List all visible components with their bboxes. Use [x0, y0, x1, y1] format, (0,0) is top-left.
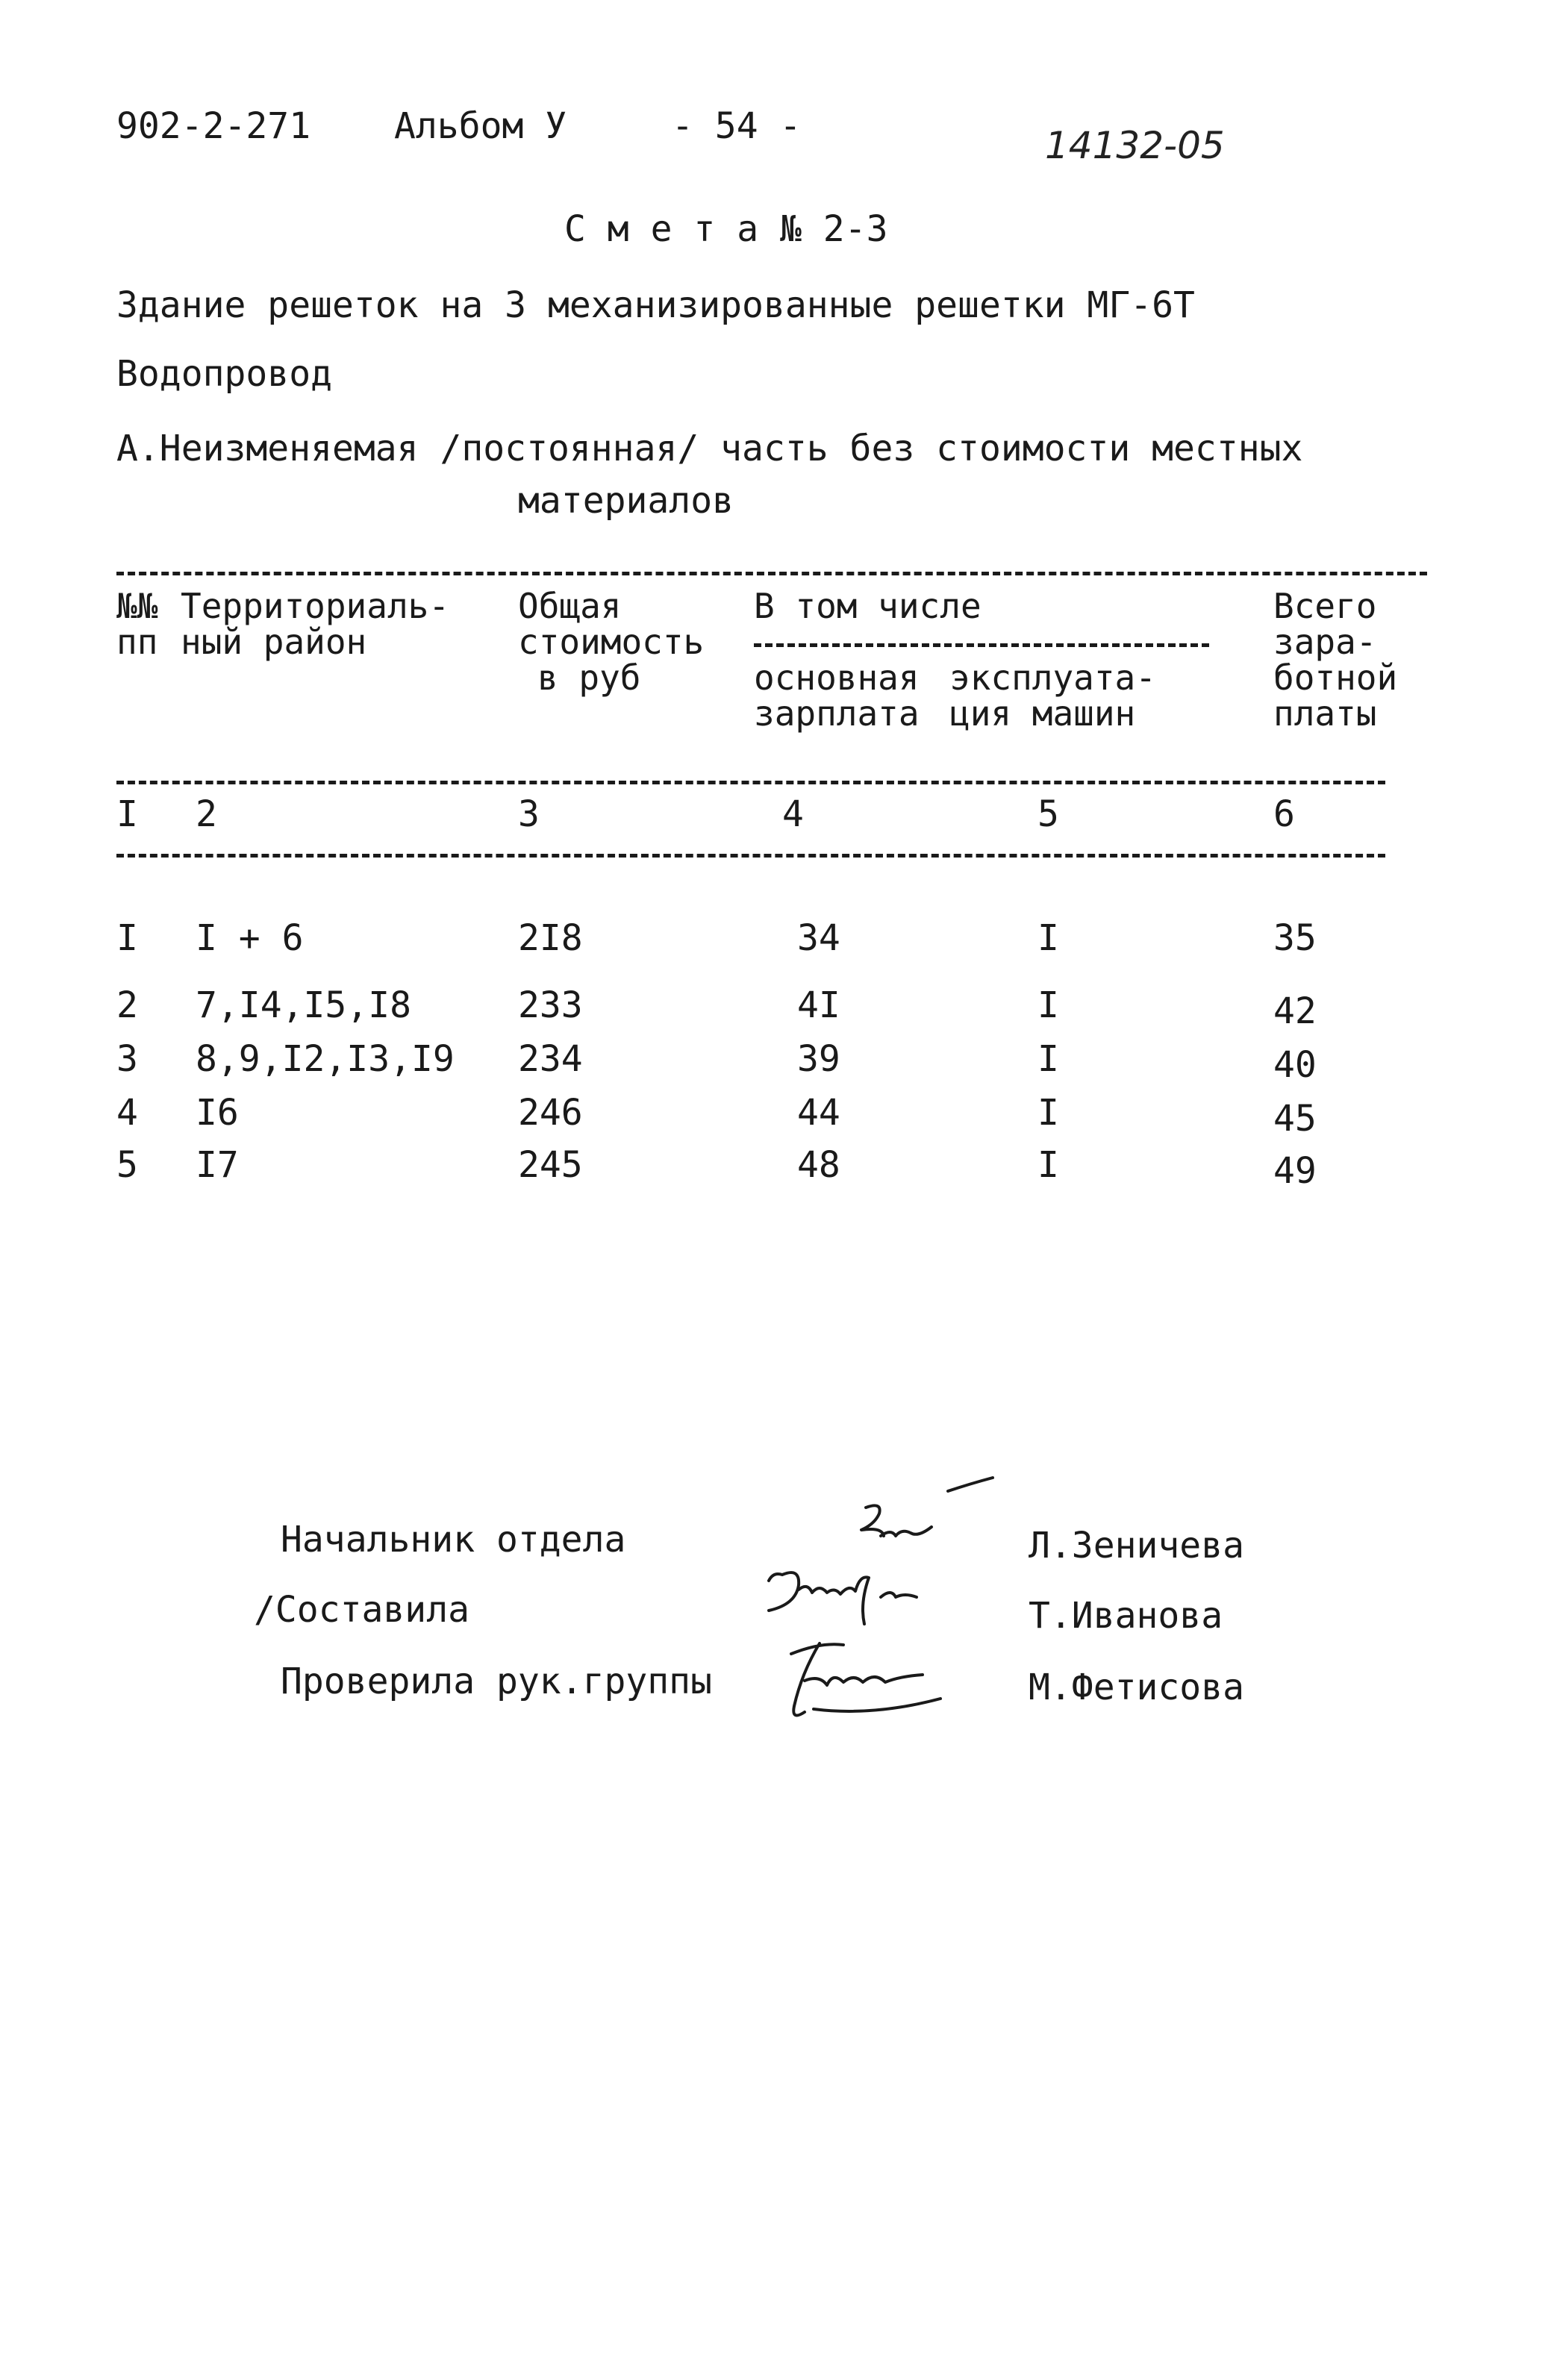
archive-number: 14132-05: [1045, 124, 1225, 167]
row-region: 7,I4,I5,I8: [196, 984, 411, 1026]
row-number: 4: [116, 1092, 138, 1134]
row-number: 5: [116, 1144, 138, 1186]
header-wage-line2: зарплата: [754, 693, 920, 734]
handwritten-signatures-image: [761, 1485, 1030, 1739]
row-number: I: [116, 917, 138, 959]
row-wage: 34: [797, 917, 840, 959]
row-total: 246: [518, 1092, 583, 1134]
row-machines: I: [1037, 917, 1059, 959]
colnum-6: 6: [1273, 793, 1295, 835]
row-wage: 44: [797, 1092, 840, 1134]
document-code: 902-2-271: [116, 105, 311, 147]
signature-name-checker: М.Фетисова: [1029, 1667, 1244, 1708]
colnum-bottom-rule: [116, 854, 1385, 858]
row-region: 8,9,I2,I3,I9: [196, 1038, 455, 1080]
signature-name-head: Л.Зеничева: [1029, 1525, 1244, 1567]
row-machines: I: [1037, 1092, 1059, 1134]
header-total-line1: Общая: [518, 586, 622, 626]
row-number: 2: [116, 984, 138, 1026]
header-region-line2: ный район: [181, 622, 367, 662]
row-total: 2I8: [518, 917, 583, 959]
signature-stroke-compiler: [769, 1572, 917, 1624]
section-name: Водопровод: [116, 353, 332, 395]
header-total-line3: в руб: [537, 658, 641, 698]
signature-role-head: Начальник отдела: [281, 1519, 626, 1561]
header-num-line2: пп: [116, 622, 158, 662]
row-all-wage: 42: [1273, 990, 1317, 1032]
page-number: - 54 -: [672, 105, 802, 147]
header-allwage-line4: платы: [1273, 693, 1377, 734]
header-group: В том числе: [754, 586, 982, 626]
page-title: С м е т а № 2-3: [564, 208, 888, 250]
row-machines: I: [1037, 984, 1059, 1026]
header-allwage-line3: ботной: [1273, 658, 1398, 698]
album-label: Альбом У: [394, 105, 567, 147]
colnum-top-rule: [116, 781, 1385, 784]
header-machines-line1: эксплуата-: [949, 658, 1156, 698]
row-wage: 48: [797, 1144, 840, 1186]
part-title-line2: материалов: [518, 480, 734, 522]
signature-stroke-head: [861, 1478, 993, 1536]
row-total: 233: [518, 984, 583, 1026]
header-wage-line1: основная: [754, 658, 920, 698]
row-total: 234: [518, 1038, 583, 1080]
row-wage: 39: [797, 1038, 840, 1080]
signature-role-compiler: /Составила: [254, 1589, 469, 1631]
row-machines: I: [1037, 1038, 1059, 1080]
signature-stroke-checker: [791, 1643, 940, 1716]
row-region: I + 6: [196, 917, 304, 959]
row-total: 245: [518, 1144, 583, 1186]
header-group-rule: [754, 643, 1209, 647]
header-allwage-line1: Всего: [1273, 586, 1377, 626]
row-region: I6: [196, 1092, 239, 1134]
row-all-wage: 45: [1273, 1098, 1317, 1140]
colnum-2: 2: [196, 793, 217, 835]
colnum-5: 5: [1037, 793, 1059, 835]
header-total-line2: стоимость: [518, 622, 705, 662]
header-num-line1: №№: [116, 586, 158, 626]
table-top-rule: [116, 572, 1427, 575]
colnum-4: 4: [782, 793, 804, 835]
row-machines: I: [1037, 1144, 1059, 1186]
header-allwage-line2: зара-: [1273, 622, 1377, 662]
row-all-wage: 40: [1273, 1044, 1317, 1086]
row-wage: 4I: [797, 984, 840, 1026]
building-name: Здание решеток на 3 механизированные решетки МГ-6Т: [116, 284, 1195, 326]
header-machines-line2: ция машин: [949, 693, 1136, 734]
row-all-wage: 49: [1273, 1150, 1317, 1192]
colnum-3: 3: [518, 793, 540, 835]
signature-name-compiler: Т.Иванова: [1029, 1595, 1223, 1637]
part-title-line1: А.Неизменяемая /постоянная/ часть без стоимости местных: [116, 428, 1303, 469]
row-number: 3: [116, 1038, 138, 1080]
signature-role-compiler-text: Составила: [275, 1589, 469, 1631]
row-all-wage: 35: [1273, 917, 1317, 959]
row-region: I7: [196, 1144, 239, 1186]
signature-role-checker: Проверила рук.группы: [281, 1661, 712, 1702]
colnum-1: I: [116, 793, 138, 835]
header-region-line1: Территориаль-: [181, 586, 450, 626]
